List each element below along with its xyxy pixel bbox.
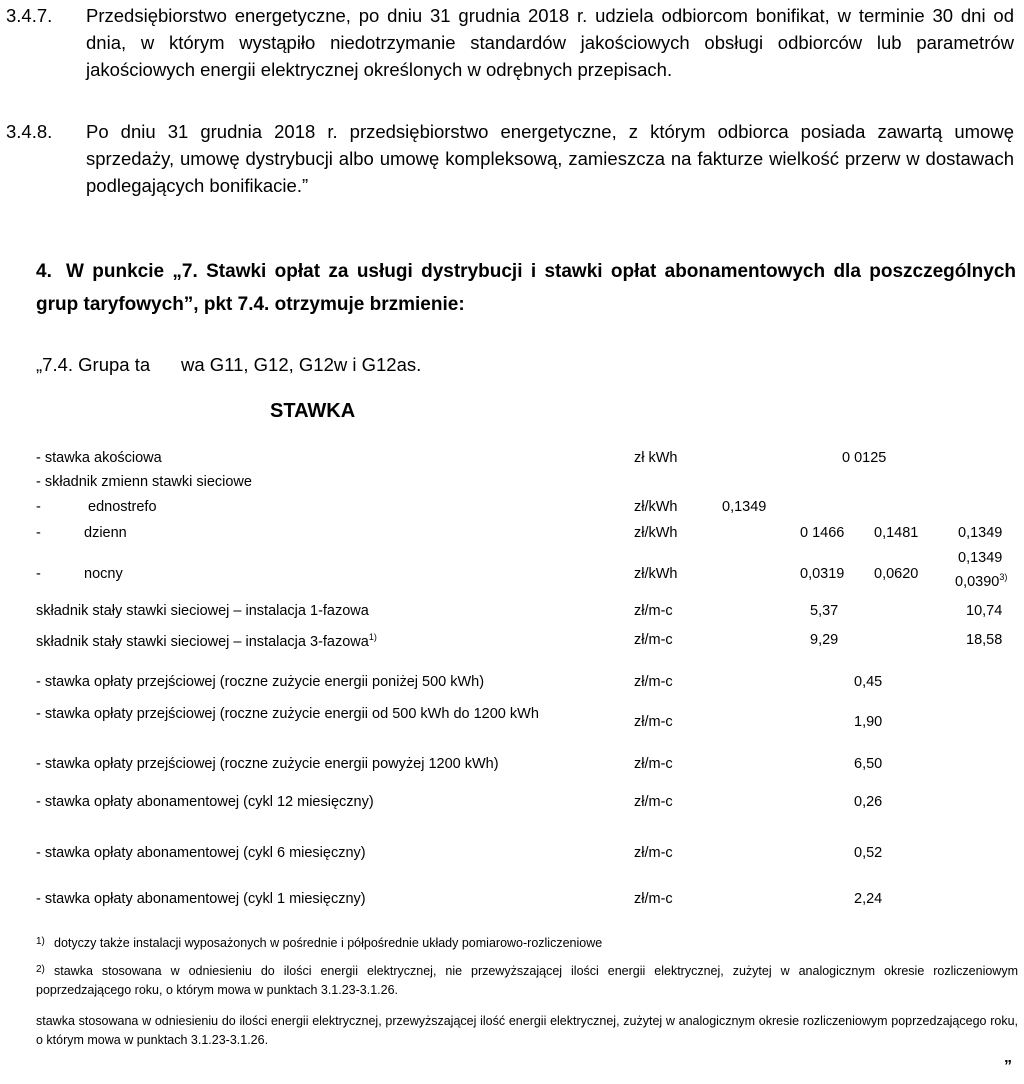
table-row bbox=[0, 845, 1024, 867]
row-value-text: 0,0390 bbox=[955, 573, 1000, 590]
row-value: 0,1349 bbox=[958, 550, 1003, 566]
row-label: ednostrefo bbox=[88, 499, 157, 515]
row-value: 0,1349 bbox=[958, 525, 1003, 541]
row-value: 18,58 bbox=[966, 632, 1003, 648]
row-label: nocny bbox=[84, 566, 123, 582]
row-unit: zł/m-c bbox=[634, 603, 673, 619]
section-text: W punkcie „7. Stawki opłat za usługi dystrybucji i stawki opłat abonamentowych dla poszczególnych grup taryfowych”, pkt 7.4. otrzymuje brzmienie: bbox=[36, 261, 1016, 315]
row-unit: zł/m-c bbox=[634, 674, 673, 690]
row-value: 6,50 bbox=[854, 756, 883, 772]
table-row bbox=[0, 603, 1024, 625]
row-value: 0 1466 bbox=[800, 525, 845, 541]
paragraph-number: 3.4.8. bbox=[6, 121, 53, 142]
row-value: 0,45 bbox=[854, 674, 883, 690]
row-label: - stawka opłaty przejściowej (roczne zużycie energii od 500 kWh do 1200 kWh bbox=[36, 706, 539, 722]
row-value: 1,90 bbox=[854, 714, 883, 730]
table-row bbox=[0, 499, 1024, 521]
footnote-text: stawka stosowana w odniesieniu do ilości energii elektrycznej, przewyższającej ilość energii elektrycznej, zużytej w analogicznym okresie rozliczeniowym poprzedzającego roku, o którym mowa w punktach 3.1.23-3.1.26. bbox=[36, 1014, 1018, 1047]
table-row bbox=[0, 550, 1024, 590]
table-row bbox=[0, 674, 1024, 696]
paragraph-3-4-8 bbox=[6, 118, 1014, 199]
row-unit: zł/m-c bbox=[634, 891, 673, 907]
row-label: składnik stały stawki sieciowej – instalacja 1-fazowa bbox=[36, 603, 369, 619]
paragraph-text: Po dniu 31 grudnia 2018 r. przedsiębiorstwo energetyczne, z którym odbiorca posiada zawartą umowę sprzedaży, umowę dystrybucji albo umowę kompleksową, zamieszcza na fakturze wielkość przerw w dostawach podlegających bonifikacie.” bbox=[86, 121, 1014, 196]
table-row bbox=[0, 891, 1024, 913]
paragraph-3-4-7 bbox=[6, 2, 1014, 83]
row-unit: zł/m-c bbox=[634, 632, 673, 648]
row-label: - stawka opłaty abonamentowej (cykl 12 miesięczny) bbox=[36, 794, 374, 810]
row-value: 10,74 bbox=[966, 603, 1003, 619]
footnote-3 bbox=[36, 1012, 1018, 1050]
row-label-text: składnik stały stawki sieciowej – instalacja 3-fazowa bbox=[36, 633, 369, 650]
row-unit: zł/m-c bbox=[634, 714, 673, 730]
section-4 bbox=[36, 255, 1016, 321]
row-value: 0,26 bbox=[854, 794, 883, 810]
footnote-2 bbox=[36, 962, 1018, 1000]
footnote-ref: 3) bbox=[999, 572, 1008, 582]
footnote-text: stawka stosowana w odniesieniu do ilości energii elektrycznej, nie przewyższającej ilości energii elektrycznej, zużytej w analogicznym okresie rozliczeniowym poprzedzającego roku, o którym mowa w punktach 3.1.23-3.1.26. bbox=[36, 964, 1018, 997]
section-number: 4. bbox=[36, 261, 52, 282]
row-value: 0,1481 bbox=[874, 525, 919, 541]
row-value: 0,52 bbox=[854, 845, 883, 861]
row-value: 0 0125 bbox=[842, 450, 887, 466]
row-value: 5,37 bbox=[810, 603, 839, 619]
footnote-mark: 2) bbox=[36, 964, 45, 975]
row-label: - stawka opłaty abonamentowej (cykl 6 miesięczny) bbox=[36, 845, 366, 861]
row-label: - stawka opłaty abonamentowej (cykl 1 miesięczny) bbox=[36, 891, 366, 907]
row-label bbox=[36, 632, 377, 650]
table-row bbox=[0, 450, 1024, 472]
footnote-1 bbox=[36, 934, 1018, 953]
paragraph-text: Przedsiębiorstwo energetyczne, po dniu 31 grudnia 2018 r. udziela odbiorcom bonifikat, w terminie 30 dni od dnia, w którym wystąpiło niedotrzymanie standardów jakościowych obsługi odbiorców lub parametrów jakościowych energii elektrycznej określonych w odrębnych przepisach. bbox=[86, 5, 1014, 80]
paragraph-number: 3.4.7. bbox=[6, 5, 53, 26]
row-unit: zł/m-c bbox=[634, 845, 673, 861]
row-unit: zł/kWh bbox=[634, 525, 678, 541]
closing-quote: ” bbox=[1004, 1058, 1012, 1075]
footnote-text: dotyczy także instalacji wyposażonych w pośrednie i półpośrednie układy pomiarowo-rozliczeniowe bbox=[54, 936, 603, 950]
row-unit: zł/m-c bbox=[634, 794, 673, 810]
row-value: 0,0319 bbox=[800, 566, 845, 582]
table-row bbox=[0, 474, 1024, 496]
row-value: 0,1349 bbox=[722, 499, 767, 515]
footnote-mark: 1) bbox=[36, 936, 45, 947]
row-value: 2,24 bbox=[854, 891, 883, 907]
row-label: - stawka opłaty przejściowej (roczne zużycie energii poniżej 500 kWh) bbox=[36, 674, 485, 690]
row-unit: zł kWh bbox=[634, 450, 678, 466]
row-label: - składnik zmienn stawki sieciowe bbox=[36, 474, 252, 490]
footnote-ref: 1) bbox=[368, 632, 377, 642]
row-label: dzienn bbox=[84, 525, 127, 541]
table-title: STAWKA bbox=[270, 400, 356, 422]
table-row bbox=[0, 704, 1024, 730]
row-value: 9,29 bbox=[810, 632, 839, 648]
row-value bbox=[955, 572, 1007, 590]
row-label: - stawka opłaty przejściowej (roczne zużycie energii powyżej 1200 kWh) bbox=[36, 756, 499, 772]
table-row bbox=[0, 525, 1024, 547]
group-heading: „7.4. Grupa ta wa G11, G12, G12w i G12as. bbox=[36, 354, 422, 375]
row-unit: zł/kWh bbox=[634, 499, 678, 515]
table-row bbox=[0, 632, 1024, 654]
table-row bbox=[0, 794, 1024, 816]
row-dash: - bbox=[36, 499, 41, 515]
row-dash: - bbox=[36, 566, 41, 582]
row-label: - stawka akościowa bbox=[36, 450, 162, 466]
table-row bbox=[0, 756, 1024, 778]
row-unit: zł/m-c bbox=[634, 756, 673, 772]
row-dash: - bbox=[36, 525, 41, 541]
row-value: 0,0620 bbox=[874, 566, 919, 582]
row-unit: zł/kWh bbox=[634, 566, 678, 582]
